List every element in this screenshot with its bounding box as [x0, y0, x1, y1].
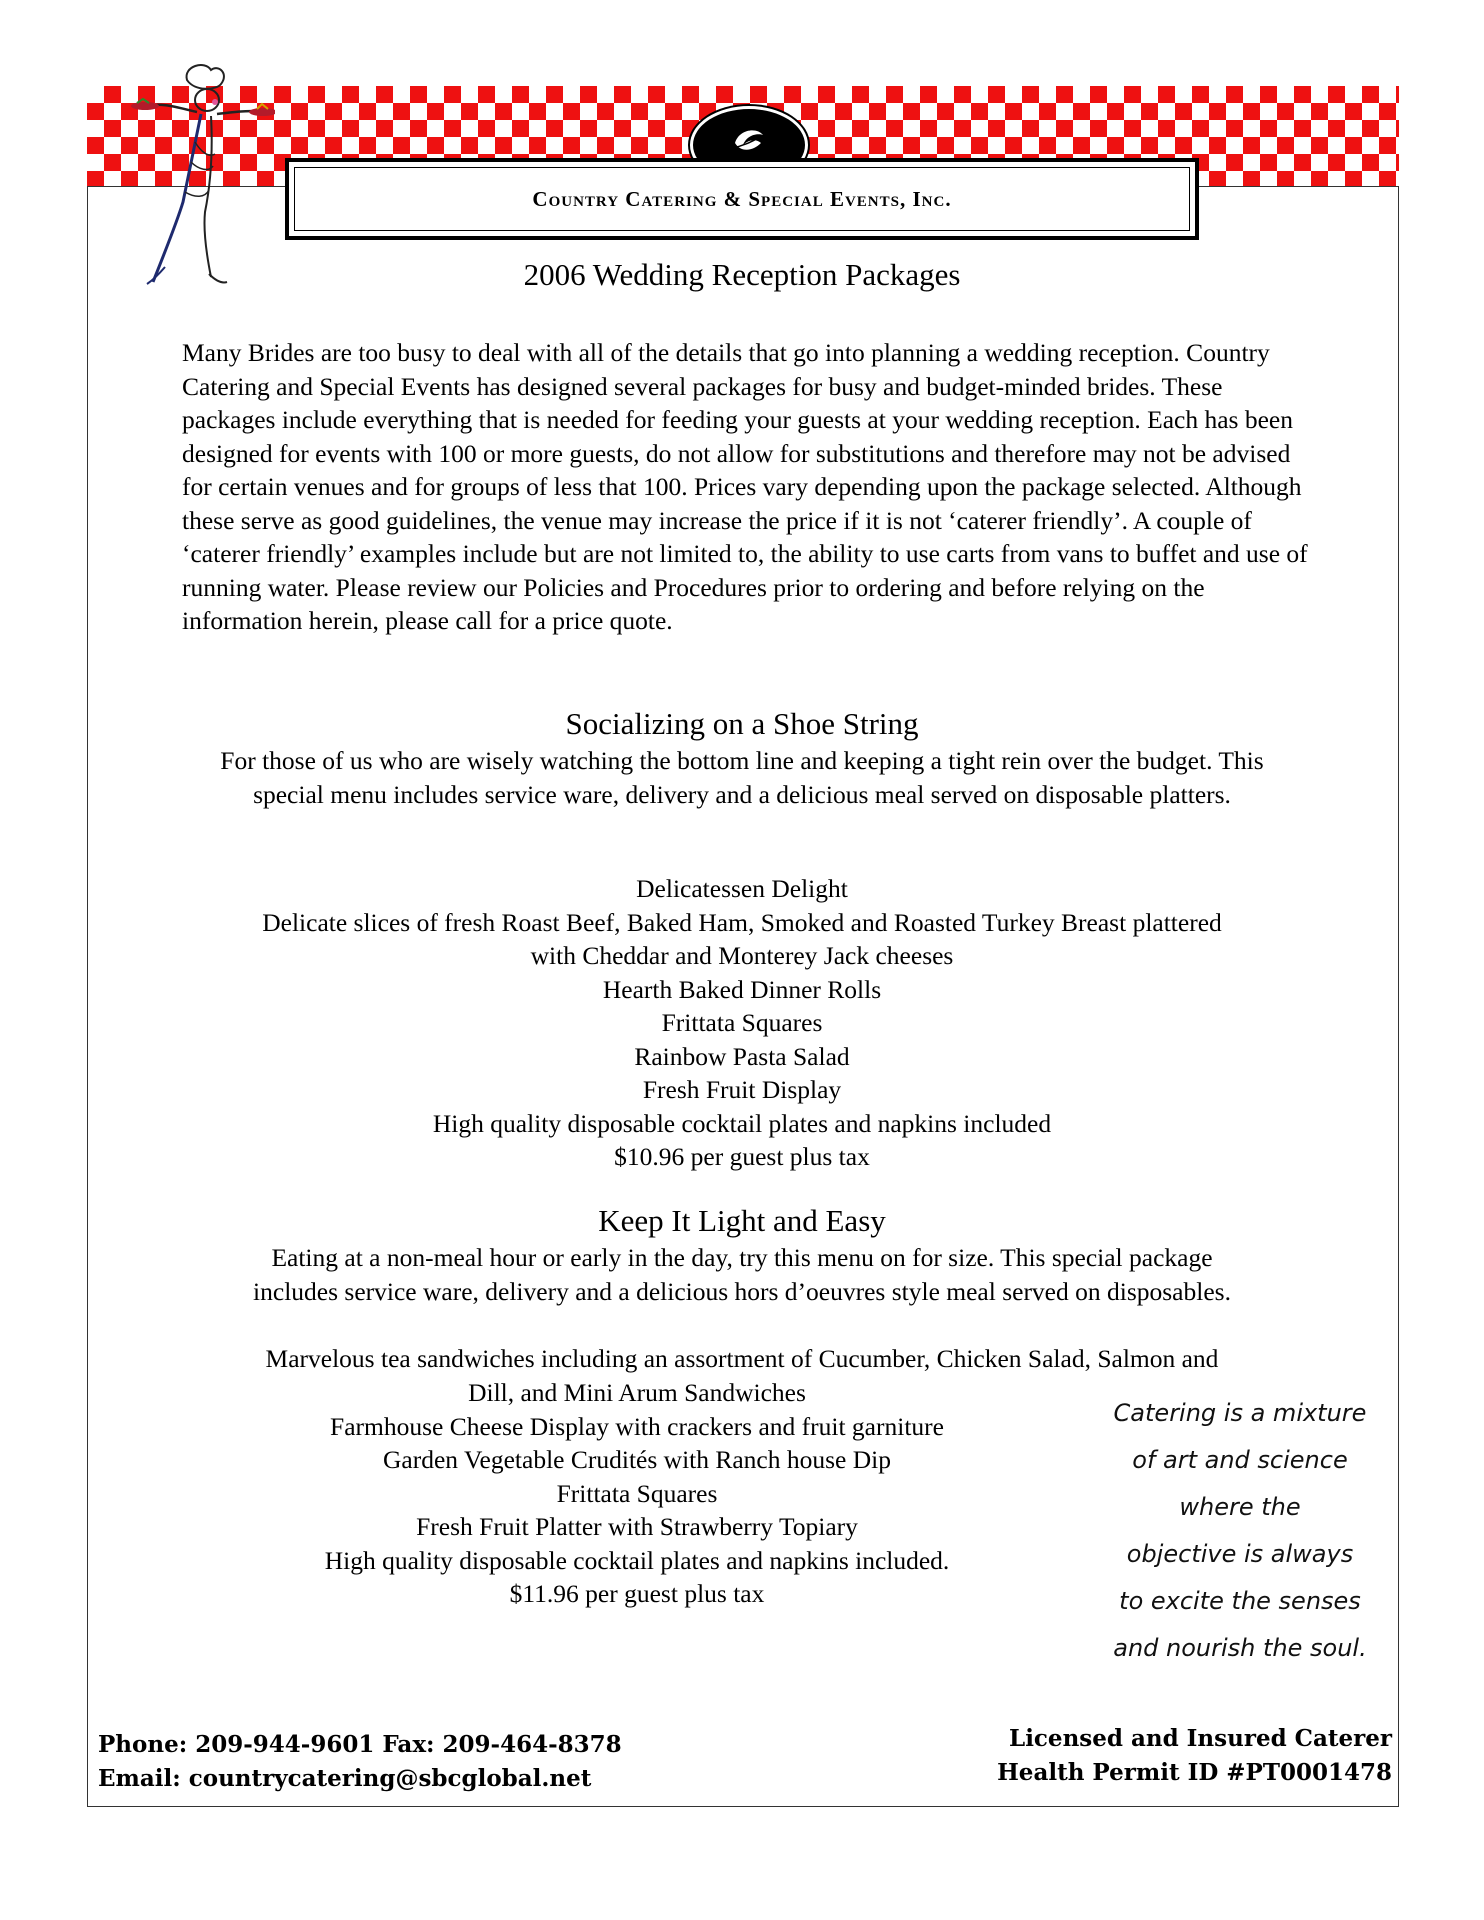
- menu-item: Fresh Fruit Platter with Strawberry Topiary: [416, 1512, 858, 1541]
- menu-item: Frittata Squares: [661, 1008, 823, 1037]
- package2-first-item: Marvelous tea sandwiches including an assortment of Cucumber, Chicken Salad, Salmon and: [265, 1344, 1219, 1373]
- package2-price: $11.96 per guest plus tax: [509, 1579, 765, 1608]
- menu-item: with Cheddar and Monterey Jack cheeses: [530, 941, 954, 970]
- description-line: Eating at a non-meal hour or early in the day, try this menu on for size. This special package: [271, 1243, 1213, 1272]
- package1-price: $10.96 per guest plus tax: [614, 1142, 870, 1171]
- intro-paragraph: Many Brides are too busy to deal with all of the details that go into planning a wedding reception. Country Catering and Special Events has designed several packages for busy and budget-minded brides. These packages include everything that is needed for feeding your guests at your wedding reception. Each has been designed for events with 100 or more guests, do not allow for substitutions and therefore may not be advised for certain venues and for groups of less that 100. Prices vary depending upon the package selected. Although these serve as good guidelines, the venue may increase the price if it is not ‘caterer friendly’. A couple of ‘caterer friendly’ examples include but are not limited to, the ability to use carts from vans to buffet and use of running water. Please review our Policies and Procedures prior to ordering and before relying on the information herein, please call for a price quote.: [182, 338, 1308, 635]
- quote-line: objective is always: [1126, 1540, 1354, 1568]
- phone-fax: Phone: 209-944-9601 Fax: 209-464-8378: [98, 1731, 622, 1758]
- email: Email: countrycatering@sbcglobal.net: [98, 1765, 592, 1792]
- menu-item: Delicatessen Delight: [636, 874, 848, 903]
- package1-title: Socializing on a Shoe String: [565, 706, 919, 741]
- license-info: [997, 1722, 1392, 1790]
- menu-item: High quality disposable cocktail plates and napkins included: [432, 1108, 1052, 1138]
- page-title: 2006 Wedding Reception Packages: [523, 257, 961, 292]
- company-name: Country Catering & Special Events, Inc.: [532, 186, 952, 211]
- menu-item: Garden Vegetable Crudités with Ranch house Dip: [383, 1445, 891, 1474]
- company-title-box: [285, 158, 1199, 240]
- quote-line: and nourish the soul.: [1113, 1634, 1367, 1662]
- package2-title: Keep It Light and Easy: [598, 1203, 886, 1238]
- catering-quote: [1085, 1390, 1395, 1672]
- chef-illustration-icon: [125, 62, 275, 290]
- menu-item: Hearth Baked Dinner Rolls: [602, 974, 882, 1004]
- quote-line: of art and science: [1132, 1446, 1348, 1474]
- menu-item: Rainbow Pasta Salad: [634, 1041, 850, 1071]
- package1-menu: [0, 872, 1484, 1174]
- package2-menu: [182, 1376, 1092, 1611]
- menu-item: Fresh Fruit Display: [642, 1075, 842, 1104]
- menu-item: High quality disposable cocktail plates and napkins included.: [324, 1545, 950, 1575]
- package2-description: [0, 1241, 1484, 1308]
- permit-text: Health Permit ID #PT0001478: [997, 1759, 1392, 1786]
- license-text: Licensed and Insured Caterer: [1009, 1725, 1392, 1752]
- quote-line: Catering is a mixture: [1113, 1399, 1367, 1427]
- menu-item: Frittata Squares: [556, 1478, 718, 1508]
- menu-item: Delicate slices of fresh Roast Beef, Baked Ham, Smoked and Roasted Turkey Breast plattered: [262, 907, 1222, 937]
- package1-description: For those of us who are wisely watching the bottom line and keeping a tight rein over the budget. This special menu includes service ware, delivery and a delicious meal served on disposable platters.: [220, 746, 1264, 809]
- quote-line: where the: [1179, 1493, 1301, 1521]
- quote-line: to excite the senses: [1119, 1587, 1361, 1615]
- menu-item: Dill, and Mini Arum Sandwiches: [468, 1378, 806, 1407]
- description-line: includes service ware, delivery and a delicious hors d’oeuvres style meal served on disposables.: [253, 1276, 1231, 1306]
- menu-item: Farmhouse Cheese Display with crackers and fruit garniture: [330, 1411, 944, 1441]
- contact-info: [98, 1728, 622, 1796]
